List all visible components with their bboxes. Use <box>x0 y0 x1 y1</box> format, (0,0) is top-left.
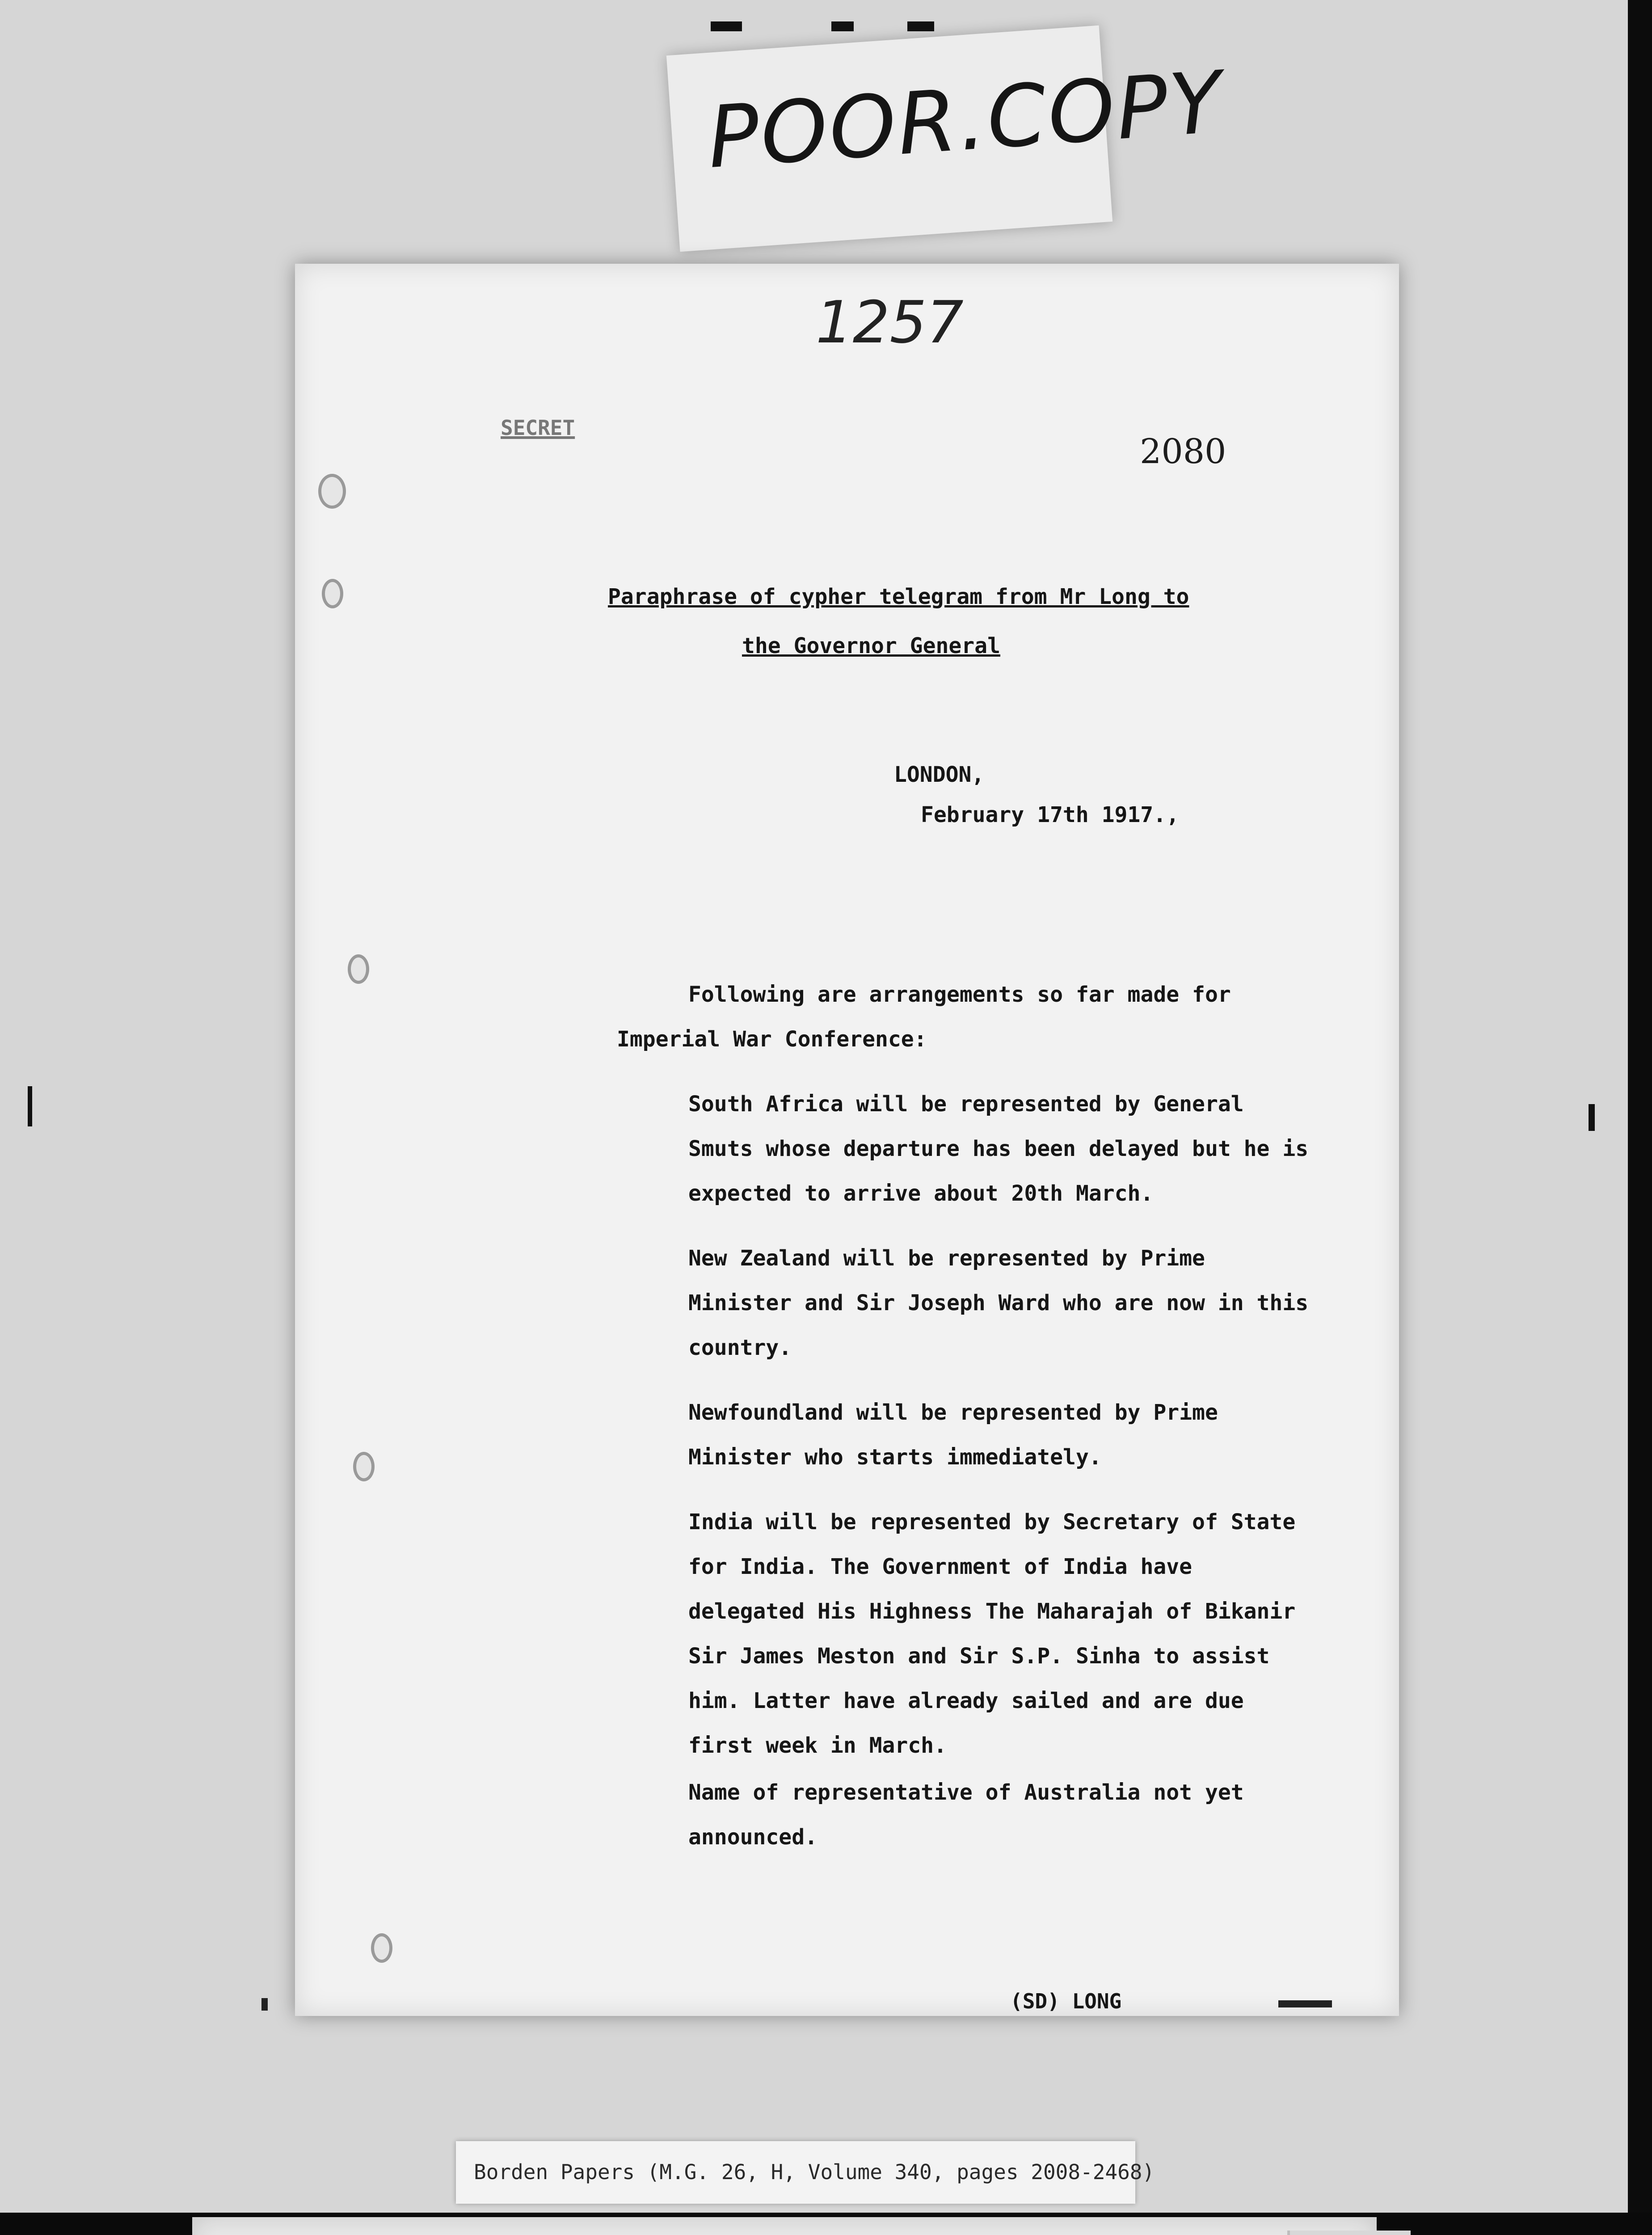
frame-corner-mark <box>261 1998 268 2011</box>
poor-copy-note <box>666 25 1226 252</box>
frame-mark <box>907 21 934 31</box>
document-title <box>608 572 1278 670</box>
signature-line: (SD) LONG <box>1010 1989 1122 2013</box>
frame-mark <box>831 21 854 31</box>
frame-right-mark <box>1589 1104 1595 1131</box>
paragraph-australia: Name of representative of Australia not yet announced. <box>688 1780 1244 1850</box>
punch-hole <box>371 1933 392 1963</box>
paragraph-newfoundland: Newfoundland will be represented by Prime Minister who starts immediately. <box>688 1400 1218 1470</box>
frame-top-marks <box>711 9 943 40</box>
poor-copy-text: POOR.COPY <box>704 53 1226 188</box>
public-archives-label <box>192 2217 1377 2235</box>
paragraph-south-africa: South Africa will be represented by General Smuts whose departure has been delayed but he is expected to arrive about 20th March. <box>688 1092 1309 1206</box>
frame-corner-mark <box>1278 2000 1332 2007</box>
telegram-body <box>688 1082 1314 1860</box>
handwritten-file-number: 1257 <box>816 288 964 356</box>
dateline-place: LONDON, <box>894 762 985 787</box>
reference-text: Borden Papers (M.G. 26, H, Volume 340, pages 2008-2468) <box>474 2160 1155 2184</box>
punch-hole <box>318 474 346 509</box>
punch-hole <box>322 579 343 608</box>
film-right-edge <box>1628 0 1652 2217</box>
classification-stamp: SECRET <box>501 416 575 440</box>
intro-paragraph: Following are arrangements so far made for Imperial War Conference: <box>617 982 1231 1052</box>
title-line: Paraphrase of cypher telegram from Mr Long to <box>608 584 1189 609</box>
document-number: 2080 <box>1140 431 1226 471</box>
telegram-page <box>295 264 1399 2016</box>
reference-slip <box>456 2141 1155 2204</box>
punch-hole <box>348 954 369 984</box>
title-line: the Governor General <box>742 633 1000 658</box>
punch-hole <box>353 1452 375 1481</box>
frame-left-mark <box>28 1086 32 1126</box>
paragraph-india: India will be represented by Secretary of State for India. The Government of India have delegated His Highness The Maharajah of Bikanir Sir James Meston and Sir S.P. Sinha to assist him. Latter have already sailed and are due first week in March. <box>688 1510 1296 1758</box>
dateline-date: February 17th 1917., <box>921 802 1179 827</box>
frame-mark <box>711 21 742 31</box>
paragraph-new-zealand: New Zealand will be represented by Prime Minister and Sir Joseph Ward who are now in this country. <box>688 1246 1309 1360</box>
label-side-panel <box>1287 2231 1411 2235</box>
